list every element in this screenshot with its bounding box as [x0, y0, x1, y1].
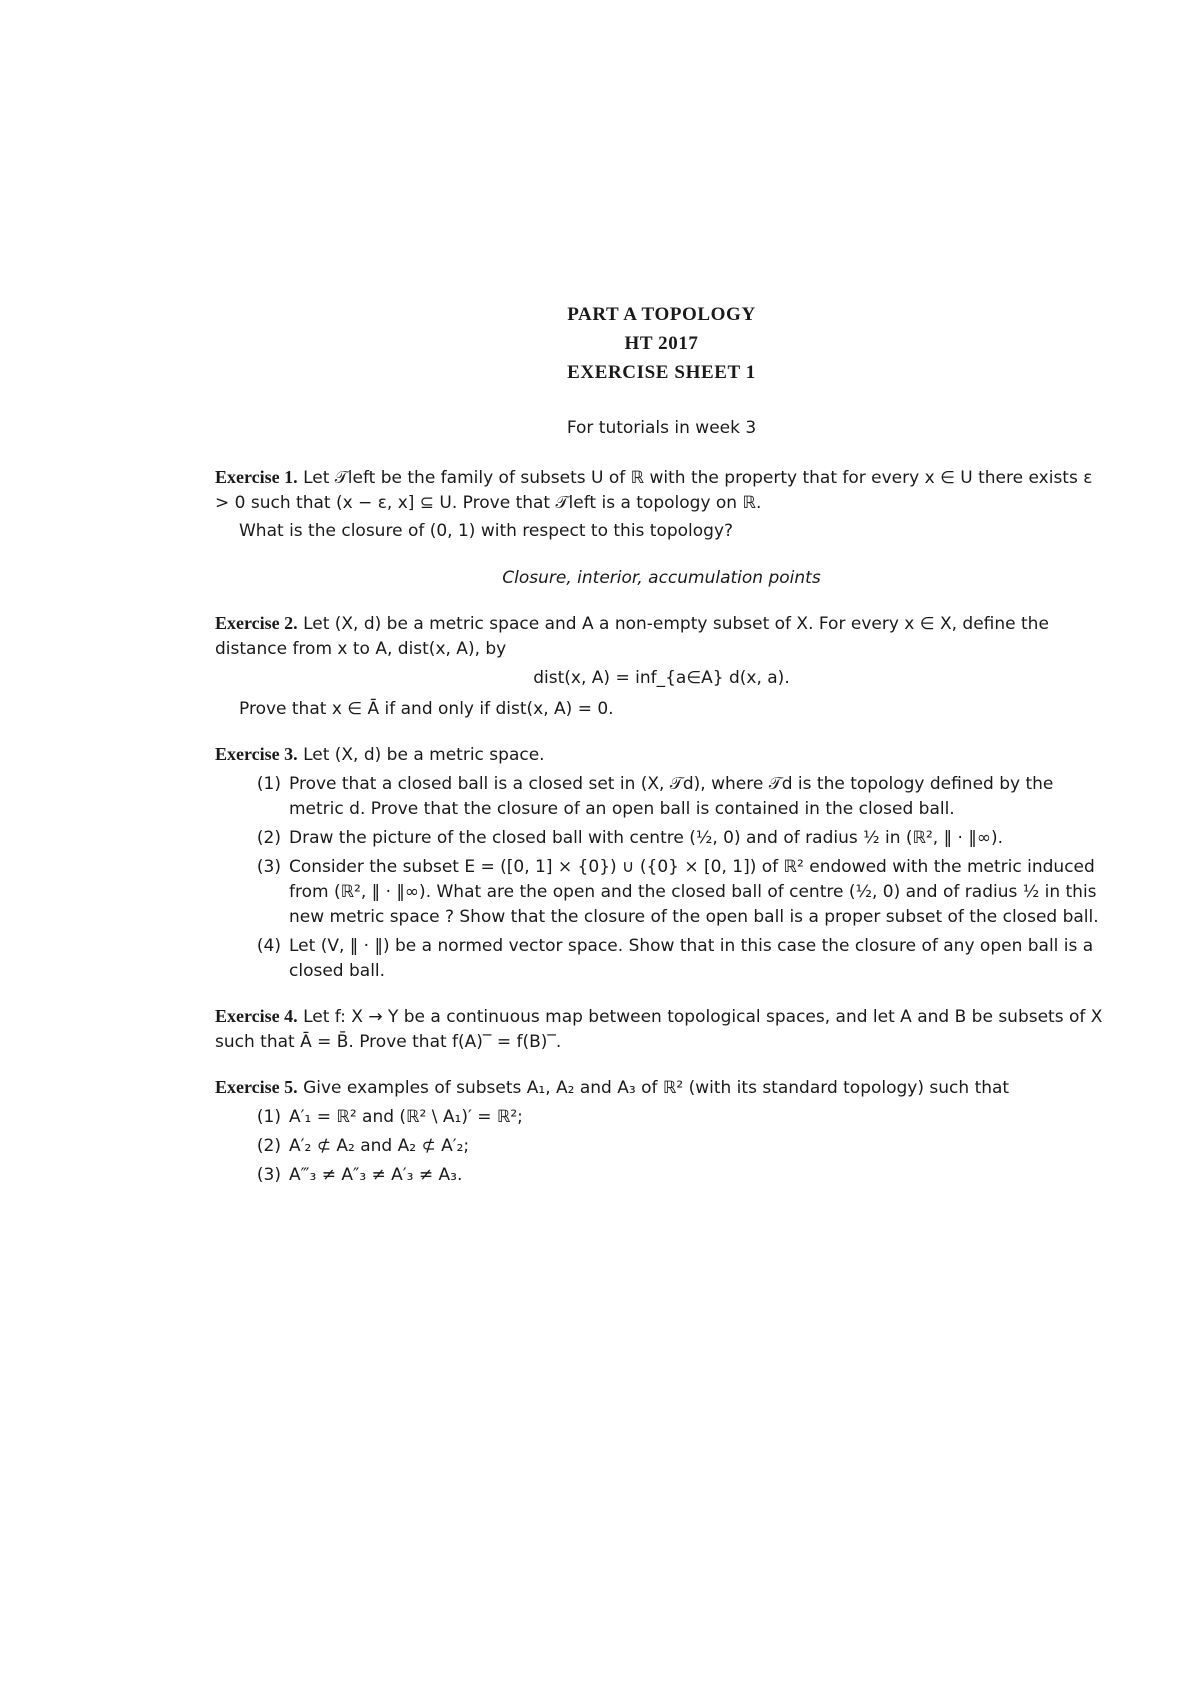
- list-item: [215, 1134, 1108, 1159]
- term-title: HT 2017: [624, 333, 699, 354]
- exercise-5: [215, 1075, 1108, 1188]
- list-item: [215, 934, 1108, 984]
- exercise-5-list: [215, 1105, 1108, 1188]
- page-content: [215, 300, 1108, 1188]
- item-text: Consider the subset E = ([0, 1] × {0}) ∪ ({0} × [0, 1]) of ℝ² endowed with the metric induced from (ℝ², ‖ · ‖∞). What are the open and the closed ball of centre (½, 0) and of radius ½ in this new metric space ? Show that the closure of the open ball is a proper subset of the closed ball.: [289, 857, 1099, 927]
- exercise-4: [215, 1004, 1108, 1055]
- item-number: (1): [256, 774, 281, 794]
- exercise-1-text: Let 𝒯left be the family of subsets U of ℝ with the property that for every x ∈ U there exists ε > 0 such that (x − ε, x] ⊆ U. Prove that 𝒯left is a topology on ℝ.: [215, 468, 1093, 513]
- sheet-title: EXERCISE SHEET 1: [567, 362, 756, 383]
- exercise-2-conclusion: Prove that x ∈ Ā if and only if dist(x, A) = 0.: [239, 699, 614, 719]
- exercise-1-label: Exercise 1.: [215, 467, 298, 487]
- item-number: (3): [256, 1165, 281, 1185]
- item-number: (1): [256, 1107, 281, 1127]
- exercise-3-label: Exercise 3.: [215, 744, 298, 764]
- item-text: Prove that a closed ball is a closed set in (X, 𝒯d), where 𝒯d is the topology defined by the metric d. Prove that the closure of an open ball is contained in the closed ball.: [289, 774, 1054, 819]
- exercise-2-formula: dist(x, A) = inf_{a∈A} d(x, a).: [533, 668, 790, 688]
- item-number: (2): [256, 1136, 281, 1156]
- exercise-3-paragraph: [215, 742, 1108, 768]
- list-item: [215, 1163, 1108, 1188]
- exercise-2-paragraph: [215, 611, 1108, 662]
- exercise-1-paragraph: [215, 465, 1108, 516]
- item-number: (4): [256, 936, 281, 956]
- list-item: [215, 826, 1108, 851]
- exercise-3: [215, 742, 1108, 984]
- subtitle: For tutorials in week 3: [566, 418, 757, 438]
- exercise-5-paragraph: [215, 1075, 1108, 1101]
- exercise-4-text: Let f: X → Y be a continuous map between topological spaces, and let A and B be subsets of X such that Ā = B̄. Prove that f(A)‾ = f(B)‾.: [215, 1007, 1103, 1052]
- item-text: Let (V, ‖ · ‖) be a normed vector space. Show that in this case the closure of any open ball is a closed ball.: [289, 936, 1094, 981]
- item-text: Draw the picture of the closed ball with centre (½, 0) and of radius ½ in (ℝ², ‖ · ‖∞).: [289, 828, 1004, 848]
- exercise-3-list: [215, 772, 1108, 984]
- item-text: A‴₃ ≠ A″₃ ≠ A′₃ ≠ A₃.: [289, 1165, 463, 1185]
- exercise-1-question: What is the closure of (0, 1) with respect to this topology?: [239, 521, 734, 541]
- item-text: A′₂ ⊄ A₂ and A₂ ⊄ A′₂;: [289, 1136, 470, 1156]
- item-text: A′₁ = ℝ² and (ℝ² \ A₁)′ = ℝ²;: [289, 1107, 523, 1127]
- list-item: [215, 772, 1108, 822]
- exercise-2-label: Exercise 2.: [215, 613, 298, 633]
- exercise-1: [215, 465, 1108, 544]
- exercise-4-paragraph: [215, 1004, 1108, 1055]
- item-number: (2): [256, 828, 281, 848]
- list-item: [215, 1105, 1108, 1130]
- exercise-4-label: Exercise 4.: [215, 1006, 298, 1026]
- exercise-5-text: Give examples of subsets A₁, A₂ and A₃ of ℝ² (with its standard topology) such that: [303, 1078, 1010, 1098]
- exercise-2-text: Let (X, d) be a metric space and A a non-empty subset of X. For every x ∈ X, define the distance from x to A, dist(x, A), by: [215, 614, 1049, 659]
- course-title: PART A TOPOLOGY: [567, 304, 756, 325]
- section-title: Closure, interior, accumulation points: [502, 568, 821, 588]
- exercise-5-label: Exercise 5.: [215, 1077, 298, 1097]
- exercise-2: [215, 611, 1108, 722]
- exercise-3-intro: Let (X, d) be a metric space.: [303, 745, 545, 765]
- list-item: [215, 855, 1108, 930]
- item-number: (3): [256, 857, 281, 877]
